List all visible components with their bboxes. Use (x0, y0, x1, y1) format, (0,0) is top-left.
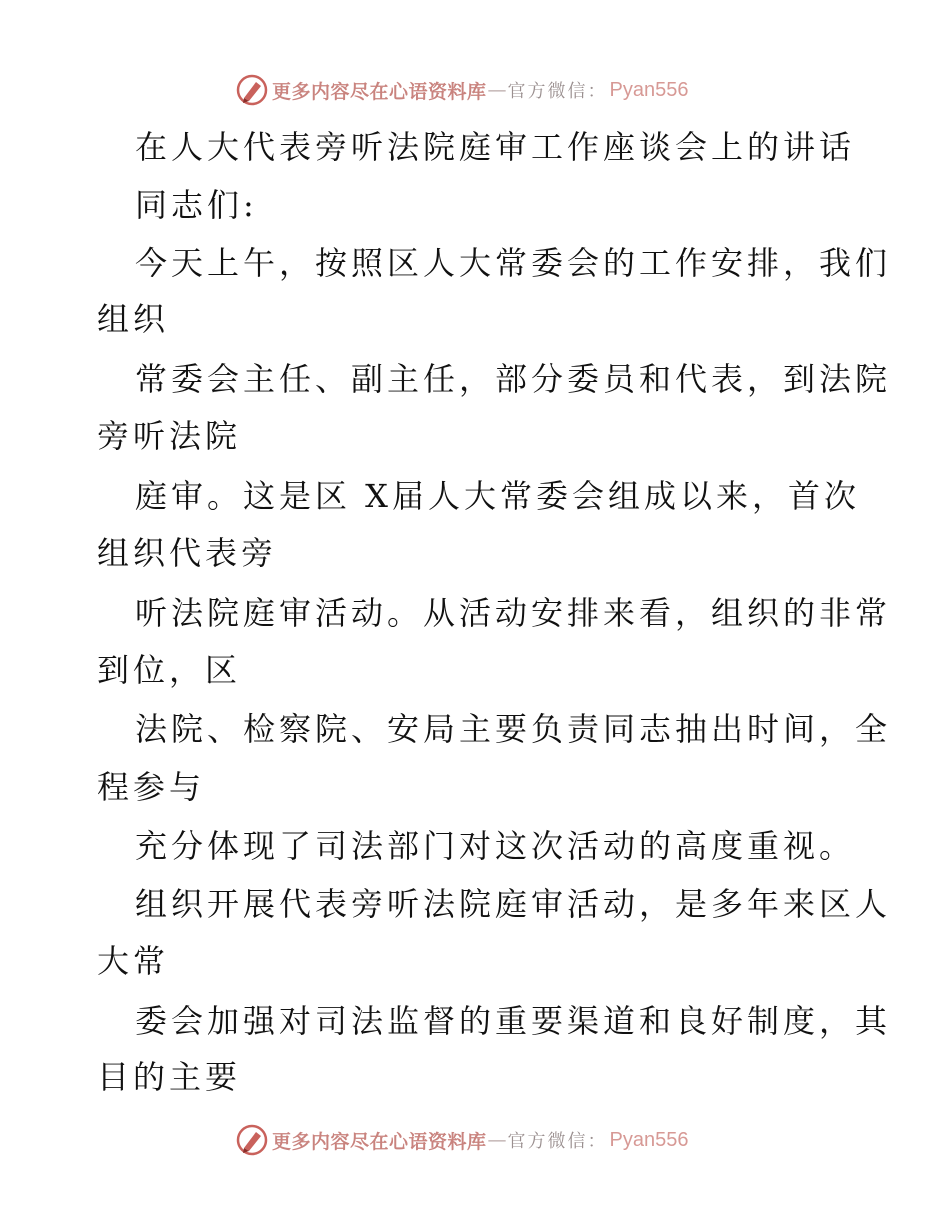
watermark-id: Pyan556 (609, 78, 689, 101)
watermark-main-text: 更多内容尽在心语资料库 (272, 80, 487, 103)
paragraph-line: 目的主要 (97, 1058, 242, 1096)
watermark-label: 官方微信： (507, 81, 608, 102)
paragraph-line: 程参与 (97, 768, 206, 806)
watermark-dash: — (487, 79, 507, 101)
watermark-main-text: 更多内容尽在心语资料库 (272, 1130, 487, 1153)
paragraph-line: 大常 (97, 942, 170, 980)
paragraph-line: 到位，区 (97, 651, 242, 689)
paragraph-line: 旁听法院 (97, 417, 242, 455)
paragraph-line: 今天上午，按照区人大常委会的工作安排，我们 (135, 244, 892, 282)
watermark-header (236, 73, 688, 107)
paragraph-line: 听法院庭审活动。从活动安排来看，组织的非常 (135, 594, 892, 632)
paragraph-line: 组织代表旁 (97, 534, 278, 572)
paragraph-line: 组织 (97, 300, 170, 338)
paragraph-line: 充分体现了司法部门对这次活动的高度重视。 (135, 827, 856, 865)
pen-logo-icon (236, 1124, 268, 1156)
salutation: 同志们: (135, 186, 258, 224)
watermark-label: 官方微信： (507, 1131, 608, 1152)
watermark-id: Pyan556 (609, 1128, 689, 1151)
pen-logo-icon (236, 74, 268, 106)
paragraph-line: 庭审。这是区 X届人大常委会组成以来，首次 (135, 477, 860, 515)
paragraph-line: 法院、检察院、安局主要负责同志抽出时间，全 (135, 710, 892, 748)
paragraph-line: 常委会主任、副主任，部分委员和代表，到法院 (135, 360, 892, 398)
watermark-dash: — (487, 1129, 507, 1151)
watermark-footer (236, 1123, 688, 1157)
paragraph-line: 组织开展代表旁听法院庭审活动，是多年来区人 (135, 885, 892, 923)
paragraph-line: 委会加强对司法监督的重要渠道和良好制度，其 (135, 1002, 892, 1040)
document-title: 在人大代表旁听法院庭审工作座谈会上的讲话 (135, 128, 856, 166)
